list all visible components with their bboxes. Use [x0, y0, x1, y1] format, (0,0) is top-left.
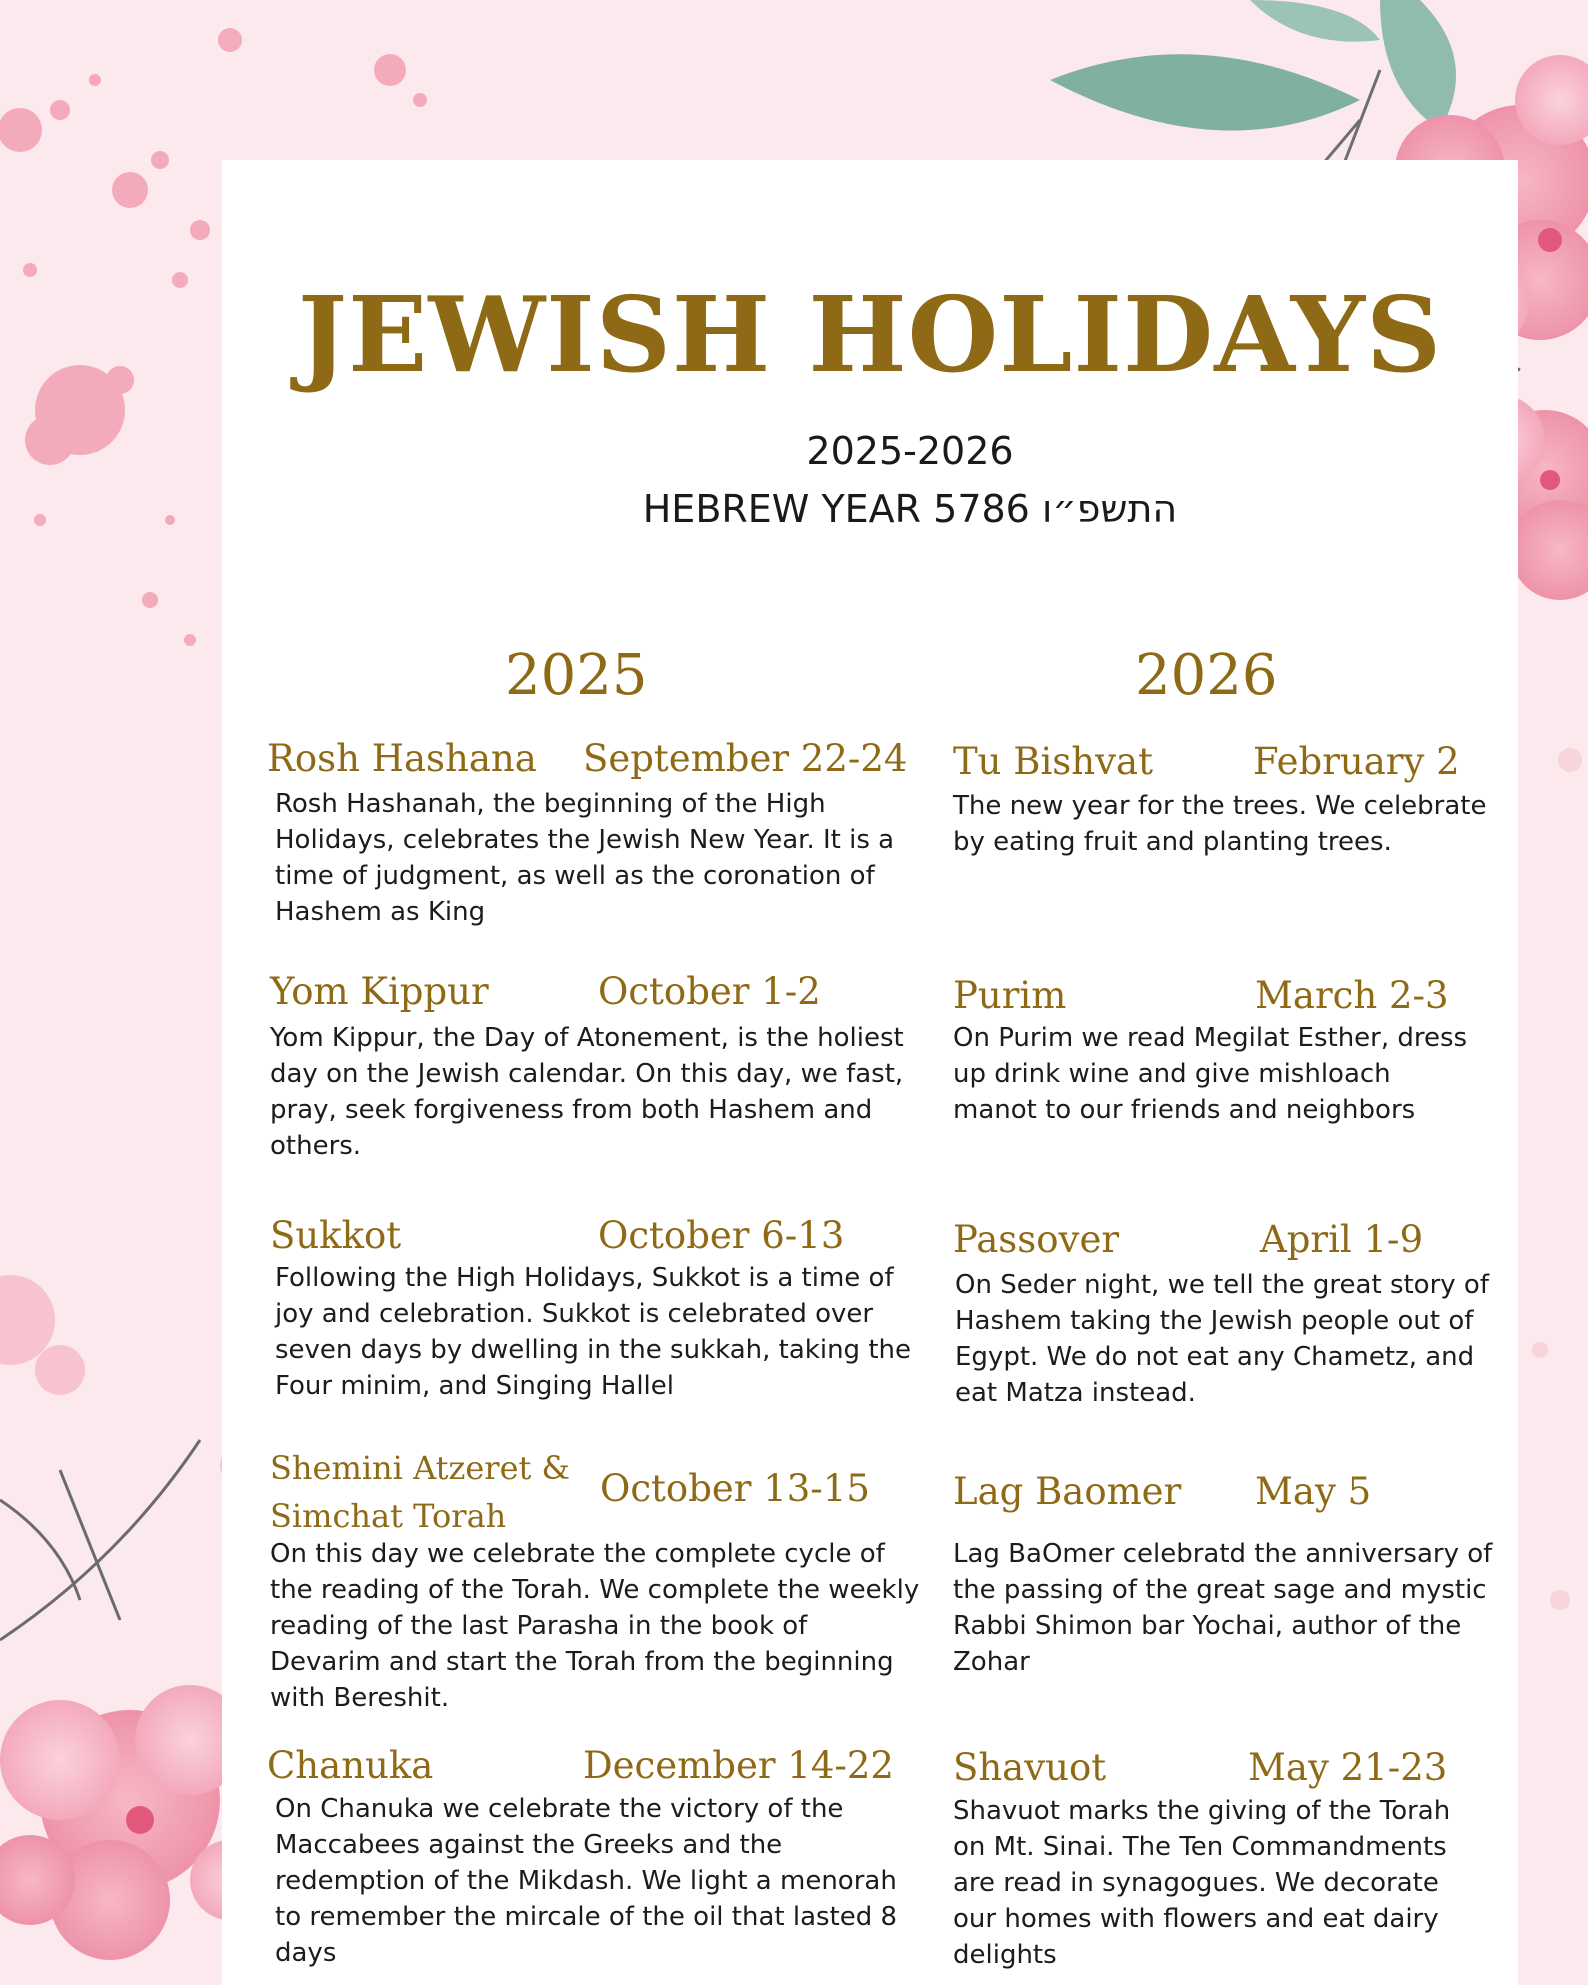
page-title: JEWISH HOLIDAYS	[297, 273, 1443, 396]
holiday-description: Shavuot marks the giving of the Torah on Mt. Sinai. The Ten Commandments are read in synagogues. We decorate our homes with flowers and eat dairy delights	[953, 1796, 1451, 1970]
holiday-name: Sukkot	[270, 1214, 402, 1257]
holiday-date: March 2-3	[1255, 974, 1449, 1017]
holiday-date: May 5	[1255, 1470, 1372, 1513]
holiday-description: Yom Kippur, the Day of Atonement, is the holiest day on the Jewish calendar. On this day, we fast, pray, seek forgiveness from both Hashem and others.	[270, 1023, 904, 1161]
holiday-name: Yom Kippur	[270, 970, 489, 1013]
holiday-description: On this day we celebrate the complete cycle of the reading of the Torah. We complete the weekly reading of the last Parasha in the book of Devarim and start the Torah from the beginning with Bereshit.	[270, 1539, 920, 1713]
holiday-date: December 14-22	[583, 1744, 894, 1787]
years-range: 2025-2026	[806, 429, 1014, 473]
holiday-name: Passover	[953, 1218, 1120, 1261]
holiday-name: Shavuot	[953, 1746, 1107, 1789]
year-heading-2025: 2025	[505, 643, 648, 708]
holiday-date: February 2	[1253, 740, 1460, 783]
holiday-name: Lag Baomer	[953, 1470, 1182, 1513]
holiday-date: October 1-2	[598, 970, 821, 1013]
holiday-description: Rosh Hashanah, the beginning of the High Holidays, celebrates the Jewish New Year. It is a time of judgment, as well as the coronation of Hashem as King	[275, 789, 895, 927]
hebrew-year-line	[0, 487, 1588, 531]
hebrew-year-label: HEBREW YEAR 5786	[642, 487, 1030, 531]
holiday-name: Tu Bishvat	[953, 740, 1153, 783]
holiday-name: Rosh Hashana	[267, 737, 537, 780]
holiday-description: The new year for the trees. We celebrate by eating fruit and planting trees.	[953, 791, 1487, 857]
holiday-date: May 21-23	[1248, 1746, 1448, 1789]
holiday-date: October 13-15	[600, 1467, 870, 1510]
holiday-name: Purim	[953, 974, 1067, 1017]
holiday-name: Shemini Atzeret & Simchat Torah	[270, 1449, 571, 1535]
holiday-date: April 1-9	[1260, 1218, 1424, 1261]
hebrew-year-text: התשפ״ו	[1041, 487, 1178, 531]
holiday-date: October 6-13	[598, 1214, 845, 1257]
year-heading-2026: 2026	[1135, 643, 1278, 708]
holiday-name: Chanuka	[267, 1744, 434, 1787]
holiday-description: Lag BaOmer celebratd the anniversary of the passing of the great sage and mystic Rabbi Shimon bar Yochai, author of the Zohar	[953, 1539, 1493, 1677]
holiday-description: Following the High Holidays, Sukkot is a time of joy and celebration. Sukkot is celebrated over seven days by dwelling in the sukkah, taking the Four minim, and Singing Hallel	[275, 1263, 911, 1401]
holiday-description: On Purim we read Megilat Esther, dress up drink wine and give mishloach manot to our friends and neighbors	[953, 1023, 1468, 1125]
holiday-description: On Chanuka we celebrate the victory of the Maccabees against the Greeks and the redemption of the Mikdash. We light a menorah to remember the mircale of the oil that lasted 8 days	[275, 1794, 898, 1968]
holiday-date: September 22-24	[583, 737, 908, 780]
holiday-description: On Seder night, we tell the great story of Hashem taking the Jewish people out of Egypt. We do not eat any Chametz, and eat Matza instead.	[955, 1270, 1489, 1408]
